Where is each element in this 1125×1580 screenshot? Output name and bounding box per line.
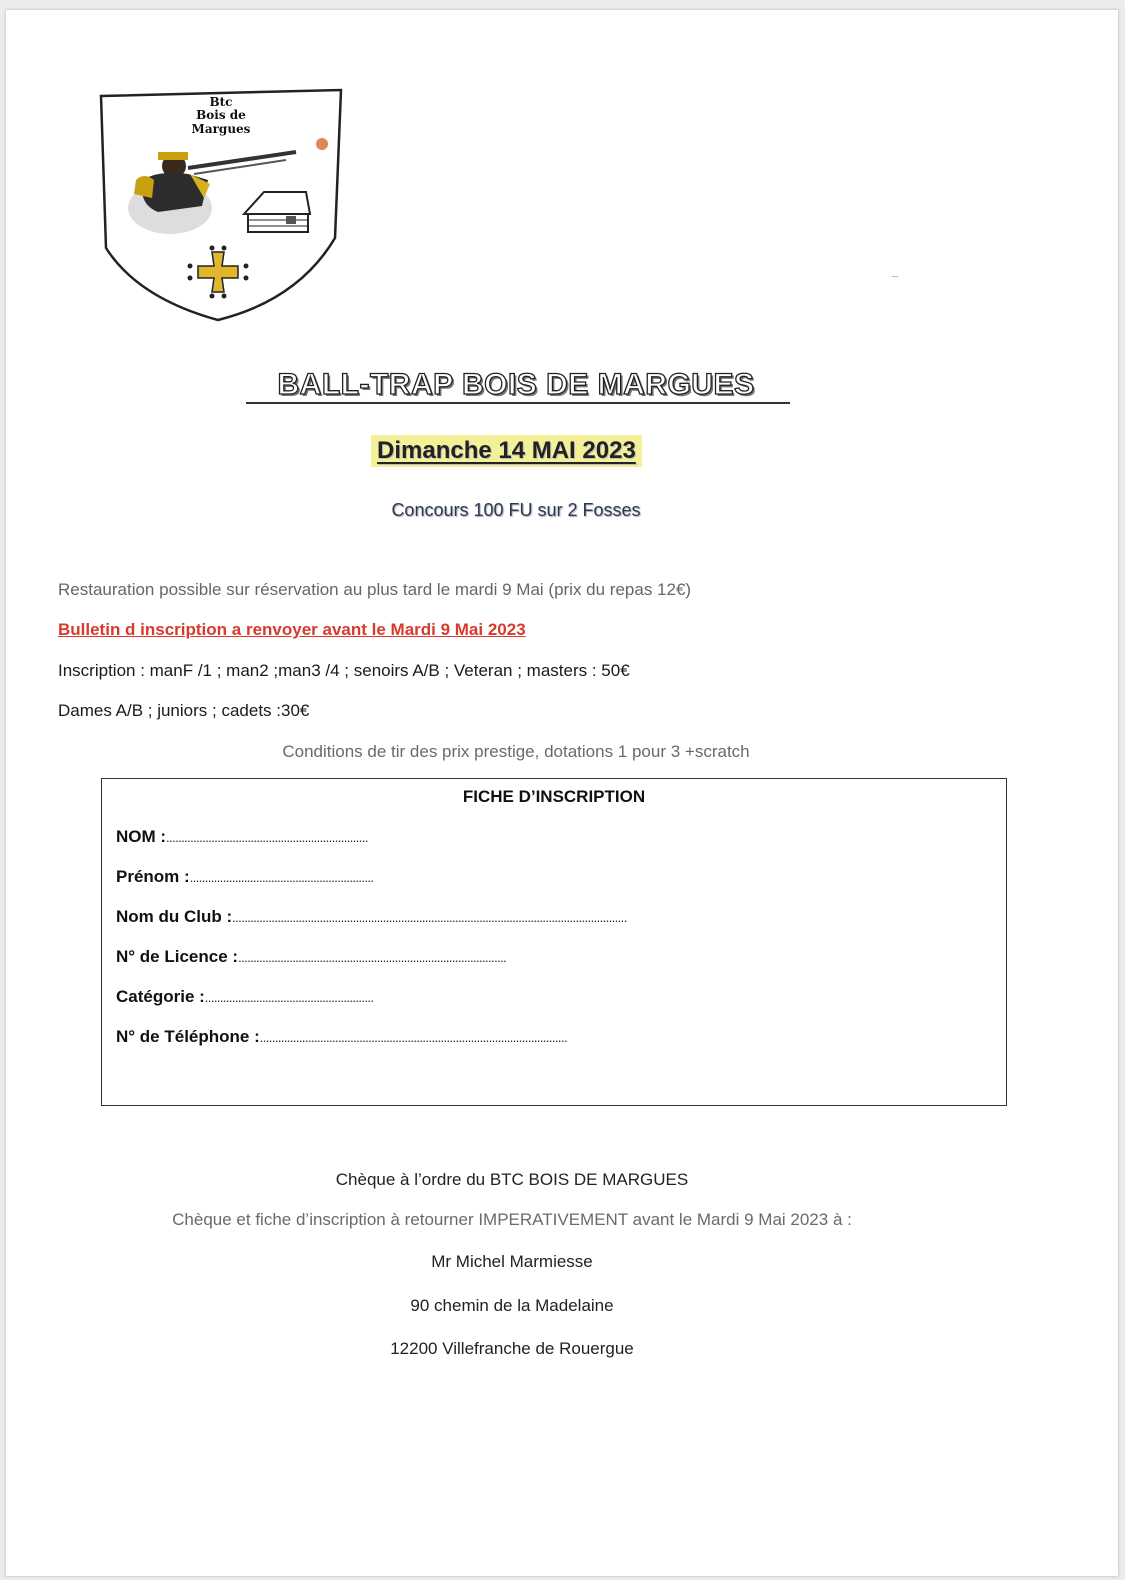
club-field[interactable] [116,907,627,927]
club-dots: ................................................................................................................................... [232,910,627,925]
nom-field[interactable] [116,827,368,847]
nom-label: NOM : [116,827,167,846]
logo-text-line3: Margues [191,122,251,136]
event-subtitle: Concours 100 FU sur 2 Fosses [391,500,641,520]
club-label: Nom du Club : [116,907,233,926]
club-logo [98,88,344,324]
logo-text-line1: Btc [209,95,233,109]
logo-text-line2: Bois de [196,108,246,122]
recipient-city: 12200 Villefranche de Rouergue [390,1339,634,1358]
page-title: BALL-TRAP BOIS DE MARGUES [277,368,755,401]
telephone-field[interactable] [116,1027,567,1047]
recipient-name: Mr Michel Marmiesse [431,1252,593,1271]
telephone-dots: ...................................................................................................... [259,1030,567,1045]
scan-speck [892,276,898,277]
cheque-order-text: Chèque à l’ordre du BTC BOIS DE MARGUES [335,1170,689,1189]
form-title: FICHE D’INSCRIPTION [462,787,646,806]
telephone-label: N° de Téléphone : [116,1027,260,1046]
licence-dots: ......................................................................................... [238,950,507,965]
restauration-text: Restauration possible sur réservation au plus tard le mardi 9 Mai (prix du repas 12€) [58,580,692,599]
categorie-label: Catégorie : [116,987,205,1006]
prenom-dots: ............................................................. [189,870,374,885]
document-page [6,10,1118,1576]
return-deadline-text: Chèque et fiche d’inscription à retourner IMPERATIVEMENT avant le Mardi 9 Mai 2023 à : [172,1210,852,1229]
licence-field[interactable] [116,947,506,967]
bulletin-deadline-text: Bulletin d inscription a renvoyer avant le Mardi 9 Mai 2023 [58,620,526,639]
nom-dots: ................................................................... [166,830,368,845]
prenom-field[interactable] [116,867,373,887]
registration-form-box [101,778,1007,1106]
conditions-text: Conditions de tir des prix prestige, dotations 1 pour 3 +scratch [282,742,750,761]
prenom-label: Prénom : [116,867,190,886]
categorie-field[interactable] [116,987,373,1007]
event-date: Dimanche 14 MAI 2023 [371,435,642,467]
categorie-dots: ........................................................ [204,990,374,1005]
licence-label: N° de Licence : [116,947,239,966]
inscription-fees-text: Inscription : manF /1 ; man2 ;man3 /4 ; senoirs A/B ; Veteran ; masters : 50€ [58,661,630,680]
title-underline [246,402,790,404]
dames-fees-text: Dames A/B ; juniors ; cadets :30€ [58,701,310,720]
recipient-street: 90 chemin de la Madelaine [410,1296,614,1315]
